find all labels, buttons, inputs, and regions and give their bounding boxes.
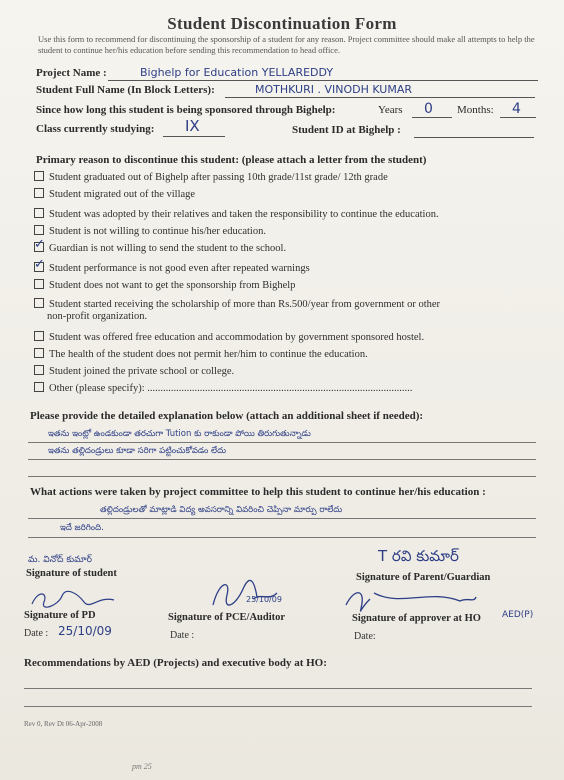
checkbox[interactable]: [34, 279, 44, 289]
student-signature-mark: మ. వినోద్ కుమార్: [28, 555, 92, 565]
project-name-value: Bighelp for Education YELLAREDDY: [140, 66, 334, 79]
checkbox[interactable]: [34, 382, 44, 392]
check-mark-icon: ✓: [34, 257, 45, 272]
checkbox-checked[interactable]: [34, 237, 45, 252]
project-name-line: [108, 80, 538, 81]
years-value: 0: [424, 101, 433, 117]
reason-label: Other (please specify): .....................................................................................................: [49, 383, 413, 394]
class-line: [163, 136, 225, 137]
student-name-value: MOTHKURI . VINODH KUMAR: [255, 83, 413, 96]
reason-option-guardian[interactable]: [34, 237, 287, 254]
checkbox[interactable]: [34, 348, 44, 358]
reason-option-private-school[interactable]: [34, 365, 234, 377]
reason-label: Student was adopted by their relatives and taken the responsibility to continue the education.: [49, 209, 439, 220]
reason-label: Student is not willing to continue his/her education.: [49, 226, 266, 237]
checkbox[interactable]: [34, 365, 44, 375]
years-line: [412, 117, 452, 118]
project-name-label: Project Name :: [36, 67, 107, 79]
student-id-label: Student ID at Bighelp :: [292, 124, 401, 136]
class-label: Class currently studying:: [36, 123, 155, 135]
reason-option-scholarship[interactable]: [34, 298, 440, 310]
reason-continuation: non-profit organization.: [47, 311, 148, 322]
pce-date-label: Date :: [170, 630, 195, 641]
student-signature-label: Signature of student: [26, 568, 117, 579]
actions-rule-1: [28, 518, 536, 519]
checkbox-checked[interactable]: [34, 257, 45, 272]
approver-signature-scribble: [340, 585, 480, 613]
reason-option-not-willing-student[interactable]: [34, 225, 266, 237]
sponsorship-duration-label: Since how long this student is being sponsored through Bighelp:: [36, 104, 336, 116]
reason-option-no-sponsorship[interactable]: [34, 279, 295, 291]
pd-date-value: 25/10/09: [58, 624, 112, 638]
reason-label: Student graduated out of Bighelp after passing 10th grade/11st grade/ 12th: [49, 172, 362, 183]
reason-label: Student was offered free education and accommodation by government sponsored hostel.: [49, 332, 425, 343]
form-instructions: Use this form to recommend for discontinuing the sponsorship of a student for any reason. Project committee should make all attempts to help the student to continue her/his education before sending this recommendation to head office.: [38, 34, 535, 55]
reason-option-migrated[interactable]: [34, 188, 195, 200]
parent-signature-mark: T రవి కుమార్: [378, 547, 459, 565]
actions-line-1: తల్లిదండ్రులతో మాట్లాడి విద్య అవసరాన్ని వివరించి చెప్పినా మార్పు రాలేదు: [100, 505, 343, 515]
explanation-rule-2: [28, 459, 536, 460]
primary-reason-heading: Primary reason to discontinue this student: (please attach a letter from the student): [36, 154, 427, 166]
actions-rule-2: [28, 537, 536, 538]
reason-option-other[interactable]: [34, 382, 412, 394]
reason-label: Student migrated out of the village: [49, 189, 196, 200]
check-mark-icon: ✓: [34, 237, 45, 252]
checkbox[interactable]: [34, 225, 44, 235]
pd-signature-label: Signature of PD: [24, 610, 96, 621]
recommendations-rule-2: [24, 706, 532, 707]
recommendations-rule-1: [24, 688, 532, 689]
reason-label: Guardian is not willing to send the student to the school.: [49, 243, 287, 254]
checkbox[interactable]: [34, 171, 44, 181]
approver-date-label: Date:: [354, 631, 376, 642]
reason-option-free-education[interactable]: [34, 331, 424, 343]
checkbox[interactable]: [34, 298, 44, 308]
reason-option-graduated[interactable]: [34, 171, 388, 183]
explanation-rule-3: [28, 476, 536, 477]
months-line: [500, 117, 536, 118]
explanation-rule-1: [28, 442, 536, 443]
student-name-label: Student Full Name (In Block Letters):: [36, 84, 215, 96]
reason-label-suffix: grade: [364, 172, 388, 183]
form-title: Student Discontinuation Form: [167, 14, 397, 33]
class-value: IX: [185, 117, 200, 135]
reason-option-performance[interactable]: [34, 257, 310, 274]
actions-heading: What actions were taken by project committee to help this student to continue her/his education :: [30, 486, 486, 498]
pencil-note: pm 25: [132, 762, 152, 771]
pd-signature-scribble: [28, 588, 118, 610]
reason-option-health[interactable]: [34, 348, 368, 360]
approver-initials: AED(P): [502, 610, 534, 620]
student-id-line: [414, 137, 534, 138]
reason-label: The health of the student does not permit her/him to continue the education.: [49, 349, 368, 360]
reason-label: Student does not want to get the sponsorship from Bighelp: [49, 280, 296, 291]
recommendations-heading: Recommendations by AED (Projects) and executive body at HO:: [24, 657, 327, 669]
checkbox[interactable]: [34, 208, 44, 218]
explanation-line-2: ఇతను తల్లిదండ్రులు కూడా సరిగా పట్టించుకోవడం లేదు: [48, 446, 227, 456]
reason-label: Student joined the private school or college.: [49, 366, 235, 377]
pce-signature-date: 25/10/09: [246, 595, 282, 604]
reason-option-adopted[interactable]: [34, 208, 439, 220]
revision-footer: Rev 0, Rev Dt 06-Apr-2008: [24, 720, 103, 728]
actions-line-2: ఇదే జరిగింది.: [60, 523, 104, 533]
parent-signature-label: Signature of Parent/Guardian: [356, 572, 491, 583]
checkbox[interactable]: [34, 188, 44, 198]
reason-label: Student started receiving the scholarship of more than Rs.500/year from government or other: [49, 299, 441, 310]
student-name-line: [225, 97, 535, 98]
explanation-heading: Please provide the detailed explanation below (attach an additional sheet if needed):: [30, 410, 424, 422]
pce-signature-label: Signature of PCE/Auditor: [168, 612, 286, 623]
months-label: Months:: [457, 104, 494, 116]
months-value: 4: [512, 101, 521, 117]
checkbox[interactable]: [34, 331, 44, 341]
explanation-line-1: ఇతను ఇంట్లో ఉండకుండా తరచుగా Tution కు రాకుండా పోయి తిరుగుతున్నాడు: [48, 429, 311, 439]
years-label: Years: [378, 104, 403, 116]
reason-label: Student performance is not good even after repeated warnings: [49, 263, 310, 274]
pd-date-label: Date :: [24, 628, 49, 639]
approver-signature-label: Signature of approver at HO: [352, 613, 481, 624]
